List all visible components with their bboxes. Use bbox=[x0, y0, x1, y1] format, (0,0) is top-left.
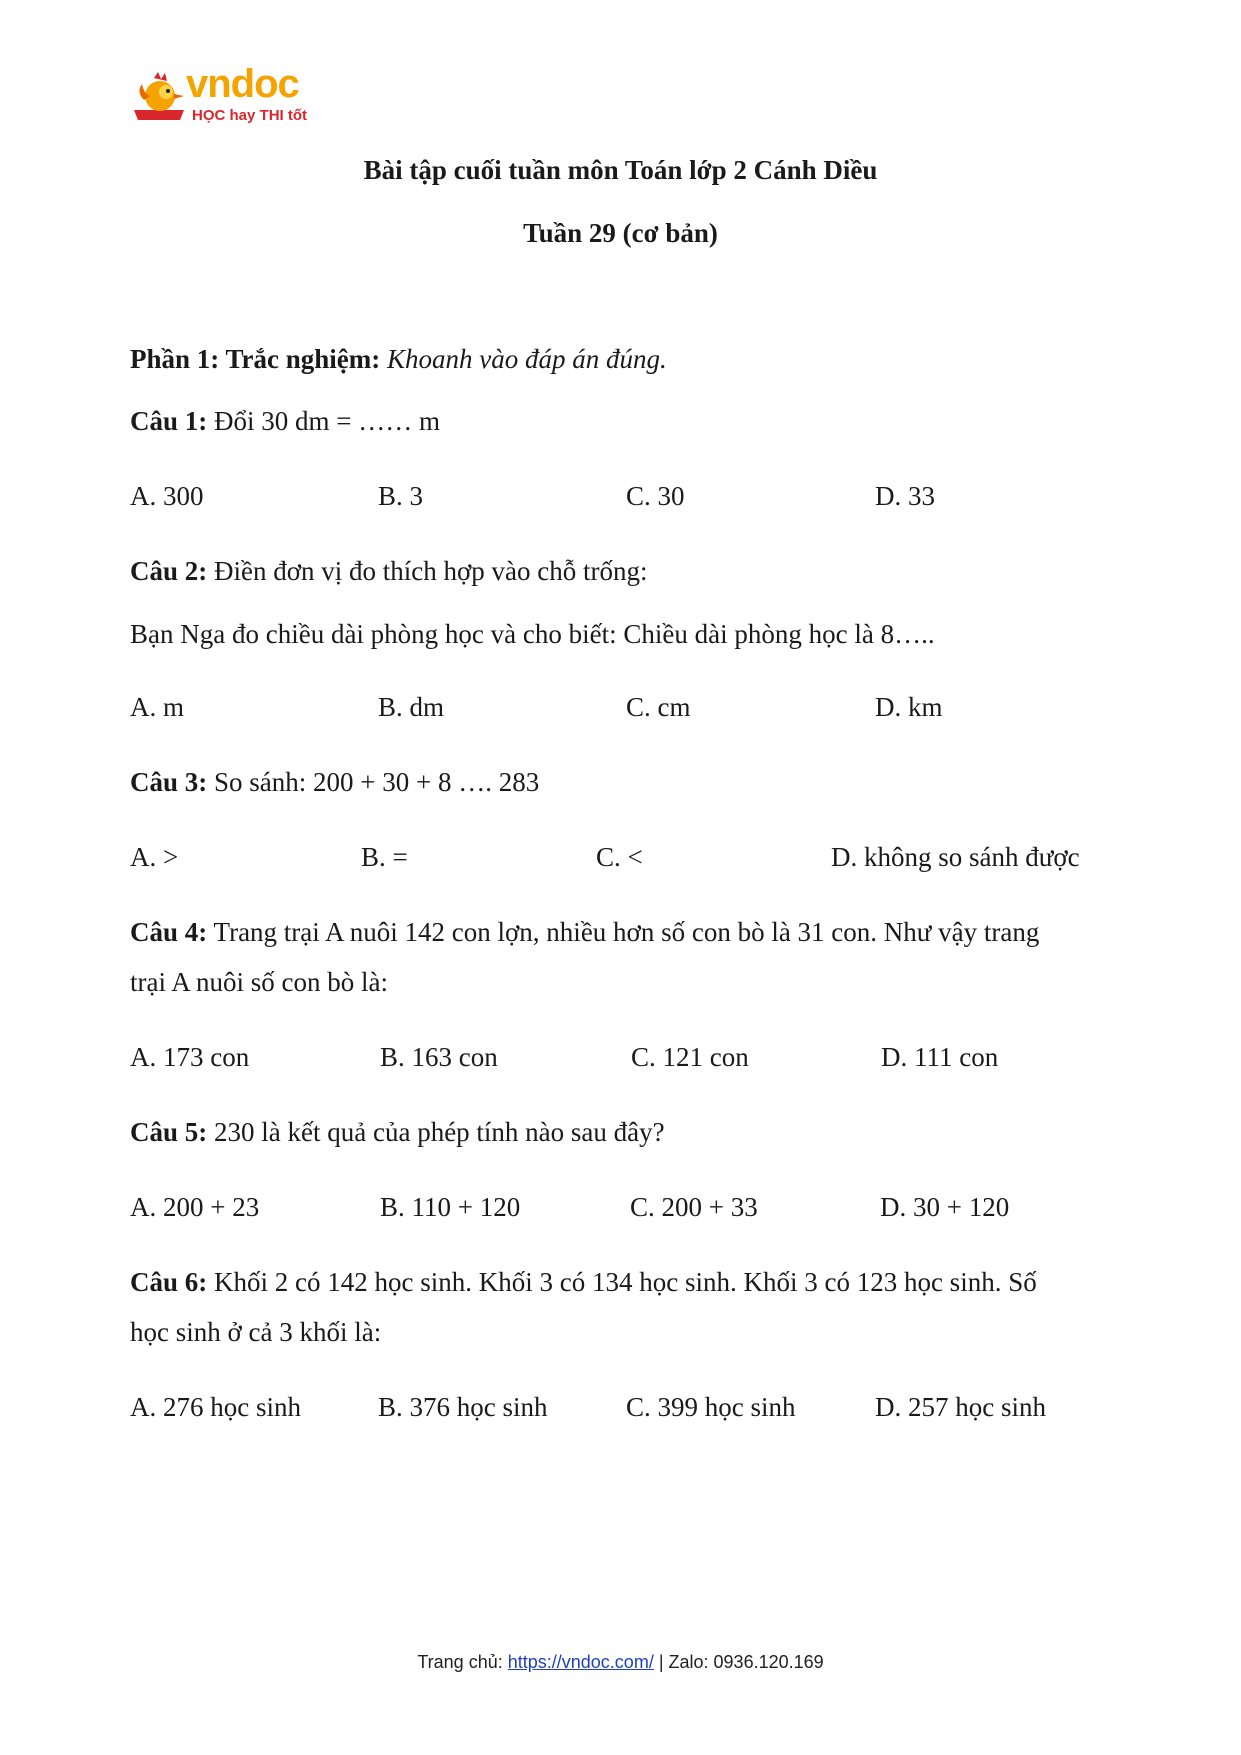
question-2 bbox=[130, 556, 648, 587]
question-label: Câu 2: bbox=[130, 556, 208, 586]
option-4d[interactable]: D. 111 con bbox=[881, 1042, 999, 1072]
question-text: Điền đơn vị đo thích hợp vào chỗ trống: bbox=[214, 556, 648, 586]
option-3d[interactable]: D. không so sánh được bbox=[831, 842, 1080, 872]
section-header bbox=[130, 344, 667, 375]
logo-tagline-a: HỌC hay bbox=[192, 107, 256, 124]
question-text: Đổi 30 dm = …… m bbox=[214, 406, 440, 436]
document-subtitle: Tuần 29 (cơ bản) bbox=[523, 218, 718, 248]
document-title: Bài tập cuối tuần môn Toán lớp 2 Cánh Diều bbox=[363, 155, 878, 185]
option-2c[interactable]: C. cm bbox=[626, 692, 691, 722]
question-6-line-2: học sinh ở cả 3 khối là: bbox=[130, 1317, 382, 1347]
logo-wordmark: vndoc bbox=[186, 62, 299, 106]
option-3a[interactable]: A. > bbox=[130, 842, 179, 872]
question-6 bbox=[130, 1267, 1037, 1298]
option-5a[interactable]: A. 200 + 23 bbox=[130, 1192, 260, 1222]
question-text: Trang trại A nuôi 142 con lợn, nhiều hơn số con bò là 31 con. Như vậy trang bbox=[213, 917, 1040, 947]
question-label: Câu 6: bbox=[130, 1267, 208, 1297]
question-5 bbox=[130, 1117, 665, 1148]
footer-prefix: Trang chủ: bbox=[417, 1652, 503, 1672]
option-4c[interactable]: C. 121 con bbox=[631, 1042, 749, 1072]
option-4b[interactable]: B. 163 con bbox=[380, 1042, 498, 1072]
option-2d[interactable]: D. km bbox=[875, 692, 943, 722]
option-1c[interactable]: C. 30 bbox=[626, 481, 685, 511]
question-text: Khối 2 có 142 học sinh. Khối 3 có 134 học sinh. Khối 3 có 123 học sinh. Số bbox=[214, 1267, 1037, 1297]
option-6c[interactable]: C. 399 học sinh bbox=[626, 1392, 796, 1422]
question-text: So sánh: 200 + 30 + 8 …. 283 bbox=[214, 767, 540, 797]
question-label: Câu 4: bbox=[130, 917, 208, 947]
option-6a[interactable]: A. 276 học sinh bbox=[130, 1392, 301, 1422]
question-label: Câu 1: bbox=[130, 406, 208, 436]
vndoc-logo bbox=[130, 62, 310, 128]
logo-tagline bbox=[192, 107, 307, 124]
option-1a[interactable]: A. 300 bbox=[130, 481, 204, 511]
question-3 bbox=[130, 767, 539, 798]
question-label: Câu 3: bbox=[130, 767, 208, 797]
question-4-line-2: trại A nuôi số con bò là: bbox=[130, 967, 388, 997]
footer-suffix: | Zalo: 0936.120.169 bbox=[658, 1652, 824, 1672]
question-4 bbox=[130, 917, 1039, 948]
question-1 bbox=[130, 406, 440, 437]
option-6b[interactable]: B. 376 học sinh bbox=[378, 1392, 548, 1422]
option-5d[interactable]: D. 30 + 120 bbox=[880, 1192, 1010, 1222]
page-footer bbox=[0, 1652, 1241, 1673]
option-1d[interactable]: D. 33 bbox=[875, 481, 935, 511]
rooster-mascot-icon bbox=[130, 70, 188, 124]
question-label: Câu 5: bbox=[130, 1117, 208, 1147]
option-3c[interactable]: C. < bbox=[596, 842, 643, 872]
question-2-line-2: Bạn Nga đo chiều dài phòng học và cho biết: Chiều dài phòng học là 8….. bbox=[130, 619, 935, 649]
option-5c[interactable]: C. 200 + 33 bbox=[630, 1192, 758, 1222]
option-4a[interactable]: A. 173 con bbox=[130, 1042, 250, 1072]
question-text: 230 là kết quả của phép tính nào sau đây? bbox=[214, 1117, 665, 1147]
option-6d[interactable]: D. 257 học sinh bbox=[875, 1392, 1046, 1422]
option-1b[interactable]: B. 3 bbox=[378, 481, 424, 511]
option-2a[interactable]: A. m bbox=[130, 692, 184, 722]
section-label: Phần 1: Trắc nghiệm: bbox=[130, 344, 381, 374]
option-2b[interactable]: B. dm bbox=[378, 692, 445, 722]
homepage-link[interactable]: https://vndoc.com/ bbox=[507, 1652, 654, 1672]
option-3b[interactable]: B. = bbox=[361, 842, 408, 872]
section-instruction: Khoanh vào đáp án đúng. bbox=[387, 344, 667, 374]
logo-tagline-b: THI tốt bbox=[259, 107, 308, 124]
option-5b[interactable]: B. 110 + 120 bbox=[380, 1192, 521, 1222]
